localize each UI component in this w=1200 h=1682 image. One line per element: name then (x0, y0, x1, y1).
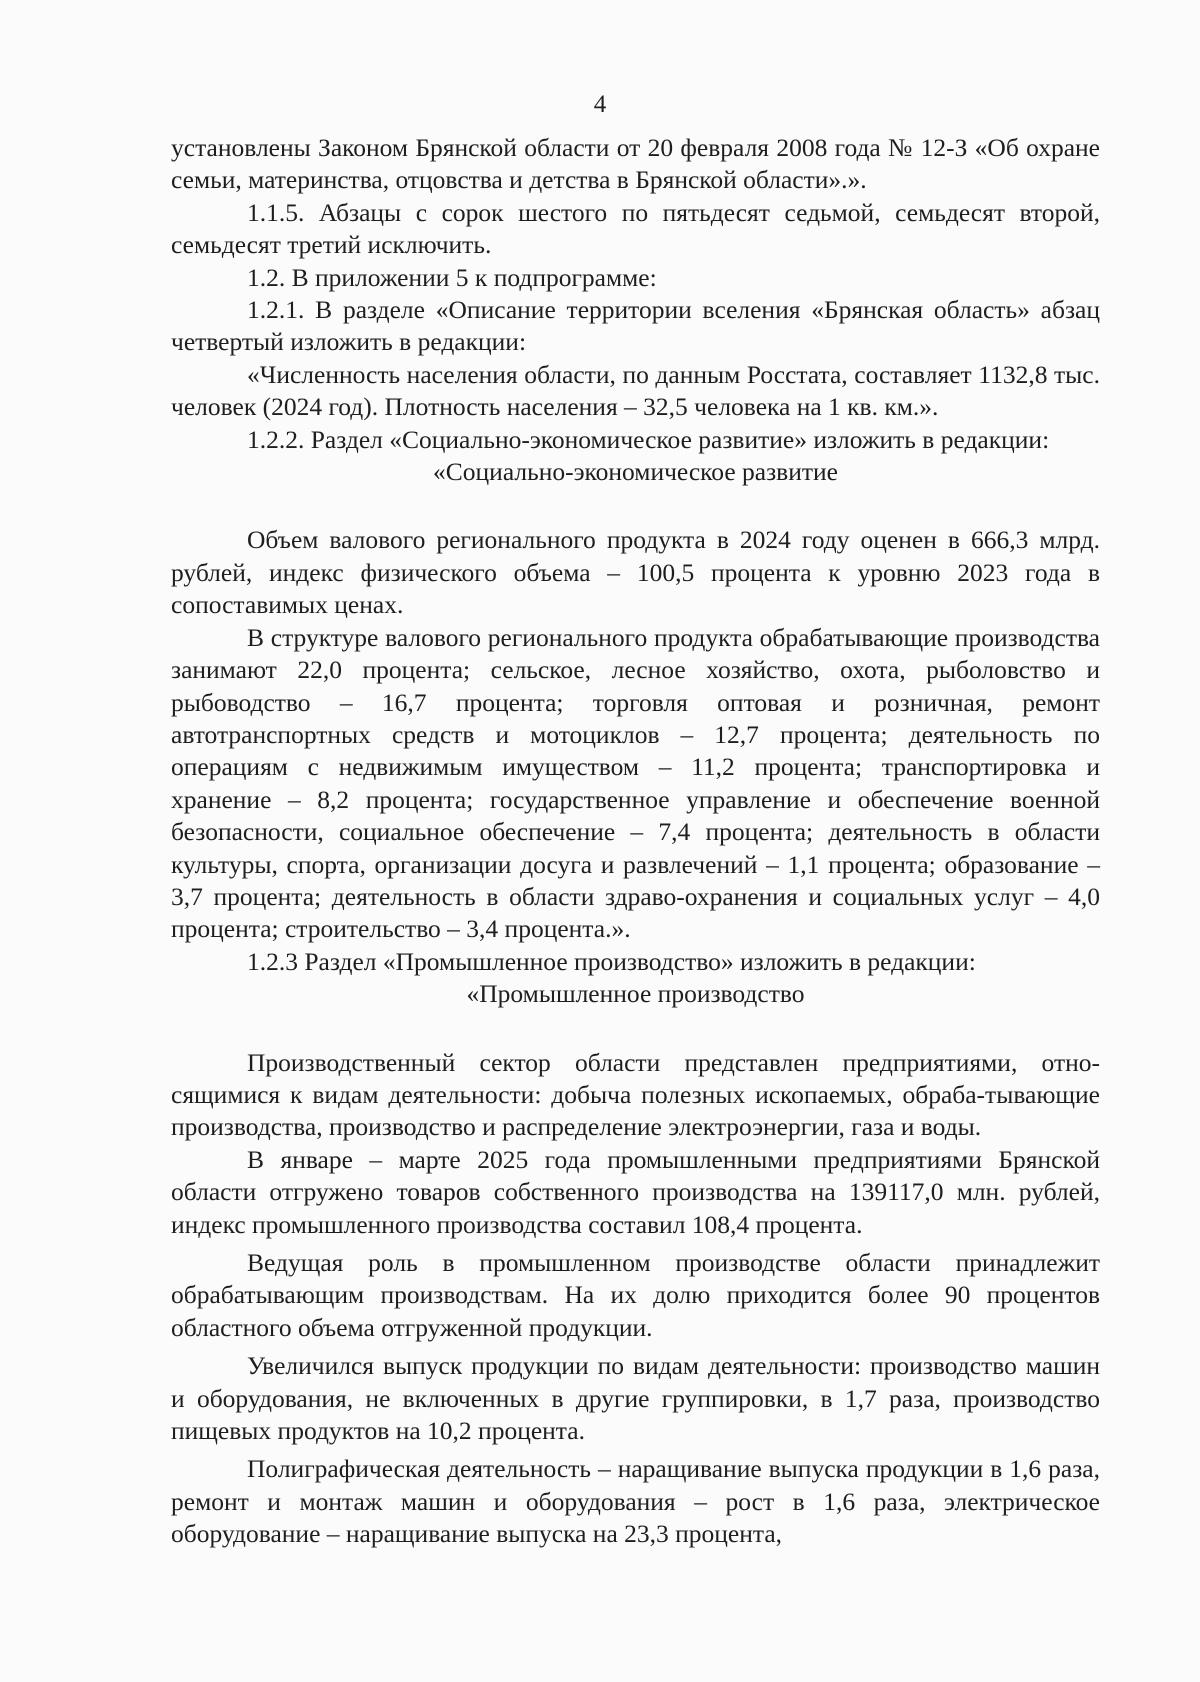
paragraph-1-2-2: 1.2.2. Раздел «Социально-экономическое развитие» изложить в редакции: (247, 424, 1050, 454)
spacer (171, 1011, 1100, 1047)
paragraph-grp-volume: Объем валового регионального продукта в 2024 году оценен в 666,3 млрд. рублей, индекс физического объема – 100,5 процента к уровню 2023 года в сопоставимых ценах. (171, 525, 1100, 620)
paragraph-printing-activity: Полиграфическая деятельность – наращивание выпуска продукции в 1,6 раза, ремонт и монтаж машин и оборудования – рост в 1,6 раза, электрическое оборудование – наращивание выпуска на 23,3 процента, (171, 1454, 1100, 1549)
paragraph-population: «Численность населения области, по данным Росстата, составляет 1132,8 тыс. человек (2024 год). Плотность населения – 32,5 человека на 1 кв. км.». (171, 359, 1100, 422)
paragraph-q1-2025: В январе – марте 2025 года промышленными предприятиями Брянской области отгружено товаров собственного производства на 139117,0 млн. рублей, индекс промышленного производства составил 108,4 процента. (171, 1144, 1100, 1239)
paragraph-1-1-5: 1.1.5. Абзацы с сорок шестого по пятьдесят седьмой, семьдесят второй, семьдесят третий исключить. (171, 197, 1100, 260)
page-number: 4 (593, 91, 607, 118)
paragraph-1-2-3: 1.2.3 Раздел «Промышленное производство» изложить в редакции: (247, 946, 976, 976)
paragraph-output-growth: Увеличился выпуск продукции по видам деятельности: производство машин и оборудования, не включенных в другие группировки, в 1,7 раза, производство пищевых продуктов на 10,2 процента. (171, 1351, 1100, 1446)
section-heading-socioeconomic: «Социально-экономическое развитие (433, 457, 838, 487)
paragraph-industrial-sector: Производственный сектор области представлен предприятиями, отно-сящимися к видам деятельности: добыча полезных ископаемых, обраба-тывающие производства, производство и распределение электроэнергии, газа и воды. (171, 1047, 1100, 1142)
paragraph-1-2-1: 1.2.1. В разделе «Описание территории вселения «Брянская область» абзац четвертый изложить в редакции: (171, 295, 1100, 357)
paragraph-manufacturing-role: Ведущая роль в промышленном производстве области принадлежит обрабатывающим производствам. На их долю приходится более 90 процентов областного объема отгруженной продукции. (171, 1248, 1100, 1342)
spacer (171, 488, 1100, 524)
paragraph-grp-structure: В структуре валового регионального продукта обрабатывающие производства занимают 22,0 процента; сельское, лесное хозяйство, охота, рыболовство и рыбоводство – 16,7 процента; торговля оптовая и розничная, ремонт автотранспортных средств и мотоциклов – 12,7 процента; деятельность по операциям с недвижимым имуществом – 11,2 процента; транспортировка и хранение – 8,2 процента; государственное управление и обеспечение военной безопасности, социальное обеспечение – 7,4 процента; деятельность в области культуры, спорта, организации досуга и развлечений – 1,1 процента; образование – 3,7 процента; деятельность в области здраво-охранения и социальных услуг – 4,0 процента; строительство – 3,4 процента.». (171, 622, 1100, 944)
document-body (171, 132, 1100, 1551)
paragraph-1-2: 1.2. В приложении 5 к подпрограмме: (247, 262, 657, 292)
paragraph-law-reference: установлены Законом Брянской области от 20 февраля 2008 года № 12-З «Об охране семьи, материнства, отцовства и детства в Брянской области».». (171, 133, 1100, 195)
section-heading-industrial: «Промышленное производство (466, 979, 805, 1009)
